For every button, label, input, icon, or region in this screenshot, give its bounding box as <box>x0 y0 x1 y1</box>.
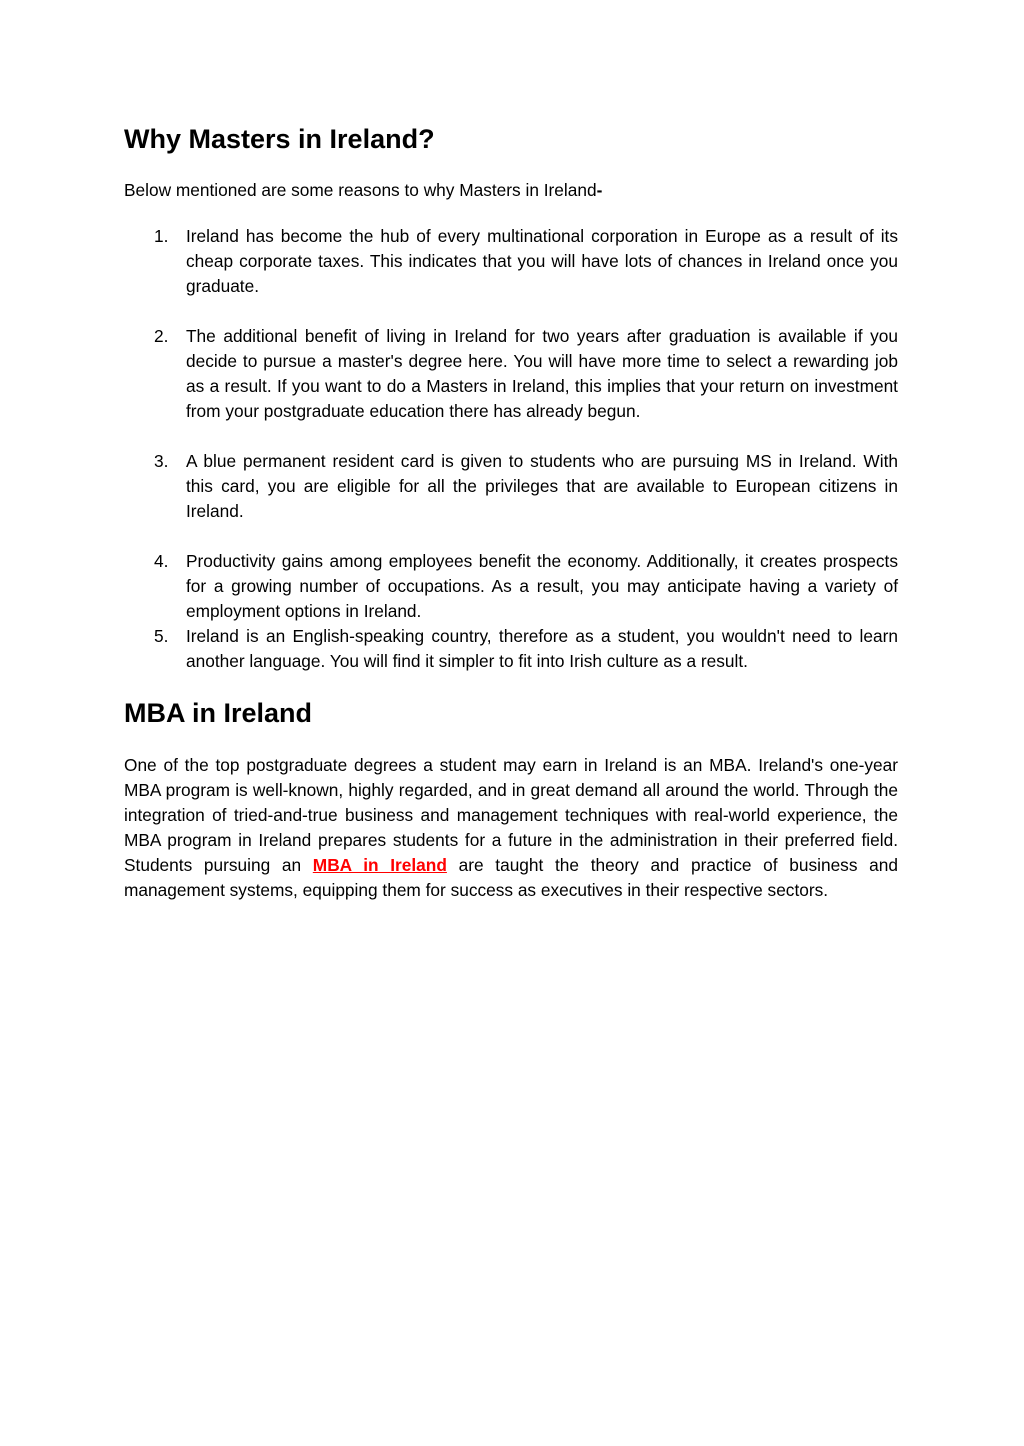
list-item-text: Ireland has become the hub of every multinational corporation in Europe as a result of its cheap corporate taxes. This indicates that you will have lots of chances in Ireland once you graduate. <box>186 226 898 296</box>
intro-text: Below mentioned are some reasons to why Masters in Ireland <box>124 180 597 200</box>
list-item <box>124 549 898 624</box>
list-item-text: The additional benefit of living in Ireland for two years after graduation is available if you decide to pursue a master's degree here. You will have more time to select a rewarding job as a result. If you want to do a Masters in Ireland, this implies that your return on investment from your postgraduate education there has already begun. <box>186 326 898 421</box>
list-item <box>124 224 898 299</box>
list-item-number: 4. <box>154 551 169 571</box>
mba-in-ireland-link[interactable]: MBA in Ireland <box>312 855 447 875</box>
list-item <box>124 449 898 524</box>
list-item-number: 2. <box>154 326 169 346</box>
list-item-text: Ireland is an English-speaking country, therefore as a student, you wouldn't need to learn another language. You will find it simpler to fit into Irish culture as a result. <box>186 626 898 671</box>
section-heading-mba: MBA in Ireland <box>124 698 313 728</box>
document-page <box>124 118 898 903</box>
list-item <box>124 324 898 424</box>
mba-paragraph-text-before-link: One of the top postgraduate degrees a student may earn in Ireland is an MBA. Ireland's one-year MBA program is well-known, highly regarded, and in great demand all around the world. Through the integration of tried-and-true business and management techniques with real-world experience, the MBA program in Ireland prepares students for a future in the administration in their preferred field. Students pursuing an <box>124 755 898 875</box>
list-item <box>124 624 898 674</box>
reasons-list <box>124 224 898 674</box>
section-heading-why-masters: Why Masters in Ireland? <box>124 124 435 154</box>
list-item-number: 5. <box>154 626 169 646</box>
list-item-number: 1. <box>154 226 169 246</box>
list-item-number: 3. <box>154 451 169 471</box>
list-item-text: A blue permanent resident card is given to students who are pursuing MS in Ireland. With this card, you are eligible for all the privileges that are available to European citizens in Ireland. <box>186 451 898 521</box>
mba-paragraph <box>124 753 898 903</box>
mba-paragraph-text-after-link: are taught the theory and practice of business and management systems, equipping them for success as executives in their respective sectors. <box>124 855 898 900</box>
list-item-text: Productivity gains among employees benefit the economy. Additionally, it creates prospects for a growing number of occupations. As a result, you may anticipate having a variety of employment options in Ireland. <box>186 551 898 621</box>
intro-suffix: - <box>596 180 603 200</box>
intro-paragraph <box>124 178 898 203</box>
